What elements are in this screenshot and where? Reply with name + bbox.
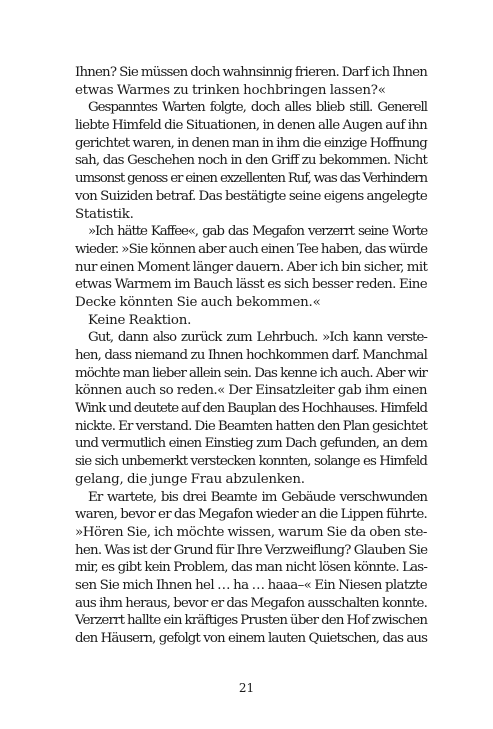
text-line: Wink und deutete auf den Bauplan des Hochhauses. Himfeld — [75, 401, 427, 417]
text-line: Ihnen? Sie müssen doch wahnsinnig frieren. Darf ich Ihnen — [75, 65, 427, 80]
text-line: von Suiziden betraf. Das bestätigte seine eigens angelegte — [75, 188, 427, 204]
text-line: etwas Warmes zu trinken hochbringen lassen?« — [75, 82, 386, 98]
text-line: hen, dass niemand zu Ihnen hochkommen darf. Manchmal — [75, 348, 427, 363]
text-line: hen. Was ist der Grund für Ihre Verzweiflung? Glauben Sie — [75, 542, 428, 558]
text-line: Verzerrt hallte ein kräftiges Prusten über den Hof zwischen — [75, 613, 428, 629]
text-line: waren, bevor er das Megafon wieder an die Lippen führte. — [75, 507, 427, 523]
text-line: mir, es gibt kein Problem, das man nicht lösen könnte. Las- — [75, 560, 427, 576]
text-line: umsonst genoss er einen exzellenten Ruf, was das Verhindern — [75, 171, 427, 187]
text-line: den Häusern, gefolgt von einem lauten Quietschen, das aus — [75, 631, 427, 646]
text-line: »Ich hätte Kaffee«, gab das Megafon verzerrt seine Worte — [88, 224, 427, 240]
text-line: Keine Reaktion. — [88, 312, 192, 328]
text-line: können auch so reden.« Der Einsatzleiter gab ihm einen — [75, 383, 427, 399]
text-line: Statistik. — [75, 206, 134, 222]
text-line: Gut, dann also zurück zum Lehrbuch. »Ich kann verste- — [88, 330, 427, 346]
text-line: Gespanntes Warten folgte, doch alles blieb still. Generell — [88, 100, 427, 116]
text-line: sah, das Geschehen noch in den Griff zu bekommen. Nicht — [75, 153, 427, 169]
text-line: sie sich unbemerkt verstecken konnten, solange es Himfeld — [75, 454, 427, 470]
page-number: 21 — [238, 681, 255, 695]
text-line: wieder. »Sie können aber auch einen Tee haben, das würde — [75, 241, 428, 257]
text-line: nur einen Moment länger dauern. Aber ich bin sicher, mit — [75, 259, 428, 275]
text-line: möchte man lieber allein sein. Das kenne ich auch. Aber wir — [75, 365, 427, 381]
text-line: und vermutlich einen Einstieg zum Dach gefunden, an dem — [75, 436, 427, 452]
text-line: nickte. Er verstand. Die Beamten hatten den Plan gesichtet — [75, 418, 427, 434]
text-line: aus ihm heraus, bevor er das Megafon ausschalten konnte. — [75, 595, 427, 611]
text-line: Er wartete, bis drei Beamte im Gebäude verschwunden — [88, 489, 427, 505]
text-line: »Hören Sie, ich möchte wissen, warum Sie da oben ste- — [75, 524, 427, 540]
text-line: gerichtet waren, in denen man in ihm die einzige Hoffnung — [75, 135, 427, 151]
body-text — [75, 64, 427, 648]
text-line: sen Sie mich Ihnen hel … ha … haaa–« Ein Niesen platzte — [75, 577, 427, 593]
text-line: liebte Himfeld die Situationen, in denen alle Augen auf ihn — [75, 118, 427, 134]
text-line: gelang, die junge Frau abzulenken. — [75, 471, 305, 487]
text-line: Decke könnten Sie auch bekommen.« — [75, 294, 321, 310]
text-line: etwas Warmem im Bauch lässt es sich besser reden. Eine — [75, 277, 427, 293]
